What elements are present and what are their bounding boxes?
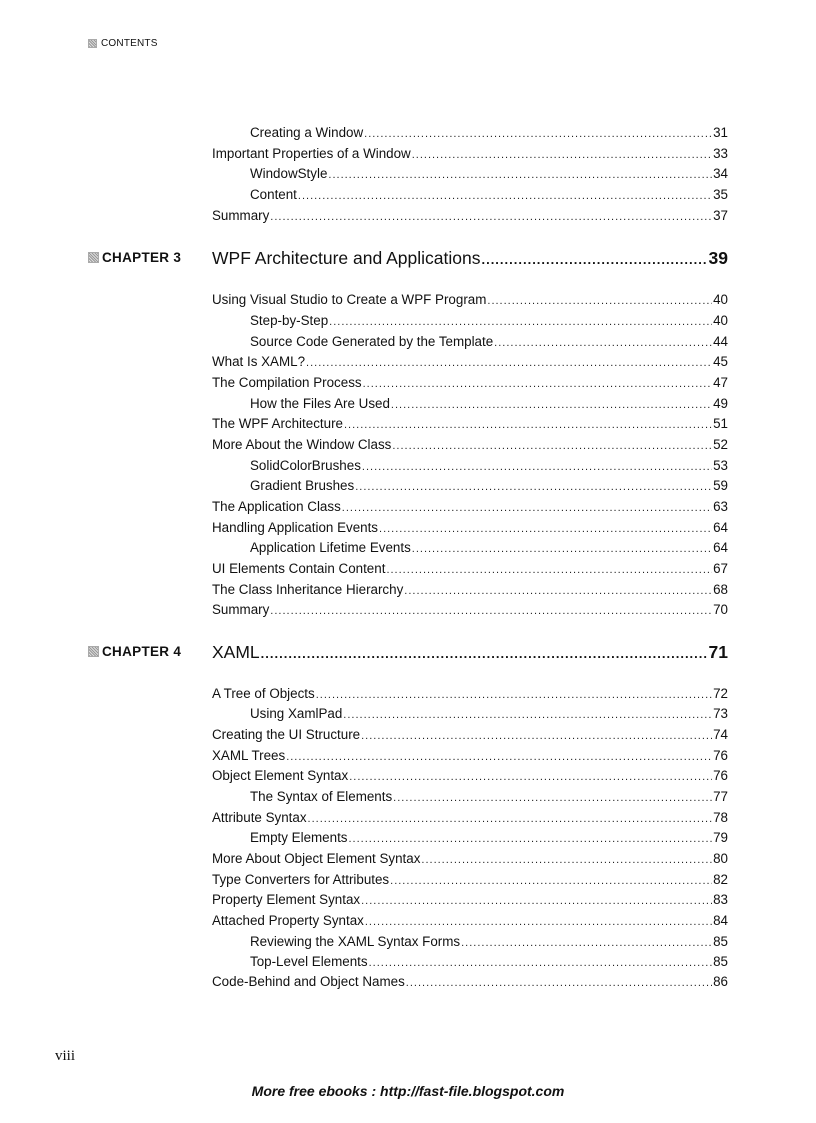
chapter-heading[interactable] — [212, 246, 728, 270]
toc-entry-title: Top-Level Elements — [250, 954, 368, 969]
chapter-heading[interactable] — [212, 640, 728, 664]
chapter-title: WPF Architecture and Applications — [212, 248, 481, 268]
dot-leader — [393, 789, 712, 807]
toc-entry-page: 64 — [713, 540, 728, 555]
toc-entry[interactable] — [250, 186, 728, 204]
toc-entry[interactable] — [250, 312, 728, 330]
chapter-label — [88, 250, 181, 265]
toc-entry-title: Gradient Brushes — [250, 478, 355, 493]
toc-entry[interactable] — [250, 395, 728, 413]
toc-entry-page: 67 — [713, 561, 728, 576]
page-number: viii — [55, 1048, 76, 1064]
toc-entry-page: 80 — [713, 851, 728, 866]
square-bullet-icon — [88, 39, 97, 48]
toc-entry-page: 44 — [713, 334, 728, 349]
toc-entry-page: 77 — [713, 789, 728, 804]
toc-entry-page: 85 — [713, 954, 728, 969]
toc-entry-title: The Application Class — [212, 499, 341, 514]
dot-leader — [308, 810, 713, 828]
toc-entry-title: Reviewing the XAML Syntax Forms — [250, 934, 461, 949]
toc-entry[interactable] — [212, 519, 728, 537]
toc-entry[interactable] — [212, 353, 728, 371]
toc-entry-page: 51 — [713, 416, 728, 431]
dot-leader — [494, 334, 712, 352]
dot-leader — [412, 146, 712, 164]
dot-leader — [270, 602, 712, 620]
toc-entry[interactable] — [250, 788, 728, 806]
dot-leader — [412, 540, 712, 558]
dot-leader — [343, 706, 712, 724]
toc-entry-page: 45 — [713, 354, 728, 369]
dot-leader — [461, 934, 712, 952]
toc-entry-title: Code-Behind and Object Names — [212, 974, 405, 989]
dot-leader — [481, 248, 707, 272]
dot-leader — [270, 208, 712, 226]
toc-entry-page: 47 — [713, 375, 728, 390]
toc-entry[interactable] — [212, 374, 728, 392]
chapter-label — [88, 644, 181, 659]
toc-entry[interactable] — [250, 829, 728, 847]
dot-leader — [391, 396, 712, 414]
toc-entry[interactable] — [212, 973, 728, 991]
chapter-page: 39 — [708, 248, 728, 268]
toc-entry-title: What Is XAML? — [212, 354, 306, 369]
toc-entry[interactable] — [250, 124, 728, 142]
toc-entry[interactable] — [212, 207, 728, 225]
dot-leader — [487, 292, 712, 310]
dot-leader — [386, 561, 712, 579]
dot-leader — [369, 954, 712, 972]
dot-leader — [349, 768, 712, 786]
toc-entry-title: Step-by-Step — [250, 313, 329, 328]
dot-leader — [392, 437, 712, 455]
dot-leader — [365, 913, 712, 931]
dot-leader — [421, 851, 712, 869]
toc-entry-page: 31 — [713, 125, 728, 140]
dot-leader — [349, 830, 713, 848]
dot-leader — [390, 872, 712, 890]
toc-entry-page: 68 — [713, 582, 728, 597]
toc-entry-title: The Syntax of Elements — [250, 789, 393, 804]
dot-leader — [355, 478, 712, 496]
dot-leader — [406, 974, 712, 992]
toc-entry-page: 74 — [713, 727, 728, 742]
toc-entry-page: 49 — [713, 396, 728, 411]
toc-entry-page: 63 — [713, 499, 728, 514]
square-bullet-icon — [88, 252, 99, 263]
toc-entry[interactable] — [212, 581, 728, 599]
toc-entry-title: WindowStyle — [250, 166, 328, 181]
toc-entry[interactable] — [212, 871, 728, 889]
toc-entry-title: Attached Property Syntax — [212, 913, 364, 928]
toc-entry-title: Property Element Syntax — [212, 892, 361, 907]
toc-entry-title: UI Elements Contain Content — [212, 561, 386, 576]
toc-entry-page: 85 — [713, 934, 728, 949]
toc-entry-page: 83 — [713, 892, 728, 907]
footer-note: More free ebooks : http://fast-file.blogspot.com — [251, 1083, 565, 1099]
toc-entry-page: 86 — [713, 974, 728, 989]
dot-leader — [404, 582, 712, 600]
toc-entry[interactable] — [212, 498, 728, 516]
toc-entry[interactable] — [212, 809, 728, 827]
toc-entry[interactable] — [212, 685, 728, 703]
toc-entry-title: Type Converters for Attributes — [212, 872, 390, 887]
toc-entry[interactable] — [212, 747, 728, 765]
dot-leader — [261, 642, 708, 666]
dot-leader — [363, 375, 713, 393]
toc-entry[interactable] — [212, 726, 728, 744]
toc-entry-page: 34 — [713, 166, 728, 181]
toc-entry[interactable] — [212, 560, 728, 578]
toc-entry[interactable] — [212, 891, 728, 909]
toc-entry[interactable] — [212, 415, 728, 433]
toc-entry-title: Creating a Window — [250, 125, 364, 140]
toc-entry-title: A Tree of Objects — [212, 686, 315, 701]
toc-entry-page: 78 — [713, 810, 728, 825]
dot-leader — [328, 166, 712, 184]
toc-entry[interactable] — [212, 291, 728, 309]
dot-leader — [316, 686, 712, 704]
toc-entry-page: 76 — [713, 768, 728, 783]
toc-entry-title: The WPF Architecture — [212, 416, 343, 431]
toc-entry-title: Attribute Syntax — [212, 810, 307, 825]
toc-entry-page: 37 — [713, 208, 728, 223]
toc-entry-title: Important Properties of a Window — [212, 146, 411, 161]
toc-entry-page: 59 — [713, 478, 728, 493]
chapter-label-text: CHAPTER 4 — [102, 644, 182, 659]
chapter-page: 71 — [708, 642, 728, 662]
toc-entry-page: 53 — [713, 458, 728, 473]
toc-entry-title: Summary — [212, 602, 270, 617]
toc-entry[interactable] — [250, 333, 728, 351]
toc-entry-page: 76 — [713, 748, 728, 763]
toc-entry-title: Using XamlPad — [250, 706, 343, 721]
dot-leader — [361, 727, 712, 745]
dot-leader — [329, 313, 712, 331]
toc-entry-title: More About Object Element Syntax — [212, 851, 421, 866]
chapter-title: XAML — [212, 642, 260, 662]
dot-leader — [306, 354, 712, 372]
toc-entry-page: 52 — [713, 437, 728, 452]
toc-entry-page: 79 — [713, 830, 728, 845]
toc-entry-title: Content — [250, 187, 297, 202]
toc-entry[interactable] — [212, 912, 728, 930]
toc-entry-title: Object Element Syntax — [212, 768, 349, 783]
toc-entry-page: 40 — [713, 313, 728, 328]
toc-entry-page: 84 — [713, 913, 728, 928]
dot-leader — [362, 458, 712, 476]
toc-entry-title: Summary — [212, 208, 270, 223]
toc-entry[interactable] — [250, 933, 728, 951]
dot-leader — [379, 520, 712, 538]
toc-entry[interactable] — [212, 767, 728, 785]
toc-entry[interactable] — [212, 601, 728, 619]
toc-entry-title: Empty Elements — [250, 830, 348, 845]
dot-leader — [364, 125, 712, 143]
toc-entry[interactable] — [212, 436, 728, 454]
toc-entry[interactable] — [250, 457, 728, 475]
toc-entry-title: SolidColorBrushes — [250, 458, 361, 473]
toc-entry-title: Using Visual Studio to Create a WPF Program — [212, 292, 487, 307]
toc-entry-page: 64 — [713, 520, 728, 535]
dot-leader — [361, 892, 712, 910]
toc-entry[interactable] — [212, 145, 728, 163]
toc-entry-title: Application Lifetime Events — [250, 540, 411, 555]
toc-entry[interactable] — [250, 539, 728, 557]
toc-entry-page: 35 — [713, 187, 728, 202]
dot-leader — [342, 499, 712, 517]
chapter-label-text: CHAPTER 3 — [102, 250, 182, 265]
toc-entry[interactable] — [250, 477, 728, 495]
toc-entry-page: 72 — [713, 686, 728, 701]
toc-entry[interactable] — [250, 705, 728, 723]
toc-entry-page: 70 — [713, 602, 728, 617]
toc-entry[interactable] — [250, 165, 728, 183]
running-header-label: CONTENTS — [101, 38, 158, 49]
toc-entry-page: 40 — [713, 292, 728, 307]
toc-entry-page: 73 — [713, 706, 728, 721]
toc-entry-title: Handling Application Events — [212, 520, 379, 535]
toc-entry-title: How the Files Are Used — [250, 396, 390, 411]
toc-entry-title: Source Code Generated by the Template — [250, 334, 494, 349]
toc-entry-title: Creating the UI Structure — [212, 727, 361, 742]
toc-entry-title: The Compilation Process — [212, 375, 362, 390]
toc-entry-page: 82 — [713, 872, 728, 887]
toc-entry-title: XAML Trees — [212, 748, 286, 763]
dot-leader — [286, 748, 712, 766]
toc-entry[interactable] — [250, 953, 728, 971]
toc-entry-page: 33 — [713, 146, 728, 161]
toc-entry-title: The Class Inheritance Hierarchy — [212, 582, 404, 597]
dot-leader — [298, 187, 712, 205]
toc-entry-title: More About the Window Class — [212, 437, 392, 452]
dot-leader — [344, 416, 712, 434]
toc-entry[interactable] — [212, 850, 728, 868]
running-header — [88, 38, 158, 49]
square-bullet-icon — [88, 646, 99, 657]
